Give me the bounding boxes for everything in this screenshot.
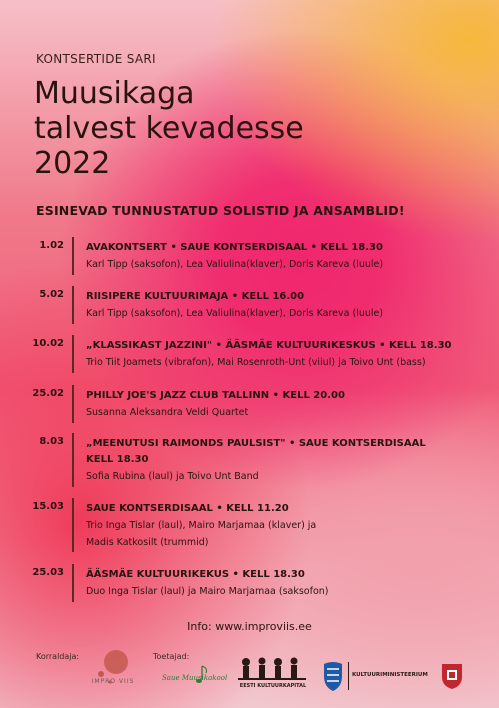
event-date: 25.02: [32, 388, 64, 399]
cultural-endowment-logo: [236, 656, 310, 692]
event-date: 15.03: [32, 501, 64, 512]
event-performers: Duo Inga Tislar (laul) ja Mairo Marjamaa (saksofon): [86, 586, 329, 597]
event-divider: [72, 286, 74, 324]
figures-icon: [236, 656, 310, 682]
event-divider: [72, 564, 74, 602]
saue-music-school-logo: [162, 662, 228, 692]
event-performers: Sofia Rubina (laul) ja Toivo Unt Band: [86, 471, 259, 482]
organizer-label: Korraldaja:: [36, 652, 80, 661]
event-date: 5.02: [39, 289, 64, 300]
event-performers: Karl Tipp (saksofon), Lea Valiulina(klaver), Doris Kareva (luule): [86, 308, 384, 319]
event-title-continued: KELL 18.30: [86, 454, 149, 465]
info-line: Info: www.improviis.ee: [187, 620, 312, 633]
event-date: 8.03: [39, 436, 64, 447]
crest-shield-icon: [441, 662, 463, 690]
event-date: 25.03: [32, 567, 64, 578]
event-date: 10.02: [32, 338, 64, 349]
poster-subtitle: ESINEVAD TUNNUSTATUD SOLISTID JA ANSAMBLID!: [36, 203, 405, 218]
series-kicker: KONTSERTIDE SARI: [36, 52, 156, 66]
event-performers: Trio Inga Tislar (laul), Mairo Marjamaa (klaver) ja: [86, 520, 317, 531]
poster-title: [34, 76, 304, 181]
saue-logo-text: Saue Muusikakool: [162, 674, 228, 682]
event-divider: [72, 335, 74, 373]
title-line: talvest kevadesse: [34, 111, 304, 146]
event-performers: Karl Tipp (saksofon), Lea Valiulina(klaver), Doris Kareva (luule): [86, 259, 384, 270]
supporters-label: Toetajad:: [153, 652, 190, 661]
event-performers: Trio Tiit Joamets (vibrafon), Mai Rosenroth-Unt (viiul) ja Toivo Unt (bass): [86, 357, 426, 368]
improviis-logo-text: IMPRO VIIS: [91, 678, 135, 685]
event-divider: [72, 498, 74, 552]
improviis-logo-mark: [90, 648, 134, 692]
cultural-endowment-text: EESTI KULTUURKAPITAL: [239, 683, 307, 689]
title-line: 2022: [34, 146, 111, 181]
event-divider: [72, 385, 74, 423]
event-divider: [72, 433, 74, 487]
event-title: PHILLY JOE'S JAZZ CLUB TALLINN • KELL 20.00: [86, 390, 345, 401]
event-title: AVAKONTSERT • SAUE KONTSERDISAAL • KELL 18.30: [86, 242, 383, 253]
event-title: ÄÄSMÄE KULTUURIKEKUS • KELL 18.30: [86, 569, 305, 580]
ministry-divider: [348, 662, 349, 690]
ministry-of-culture-logo: [322, 660, 432, 694]
event-title: RIISIPERE KULTUURIMAJA • KELL 16.00: [86, 291, 305, 302]
event-title: SAUE KONTSERDISAAL • KELL 11.20: [86, 503, 289, 514]
improviis-logo: [90, 648, 134, 692]
event-title: „MEENUTUSI RAIMONDS PAULSIST" • SAUE KONTSERDISAAL: [86, 438, 426, 449]
title-line: Muusikaga: [34, 76, 195, 111]
event-date: 1.02: [39, 240, 64, 251]
event-title: „KLASSIKAST JAZZINI" • ÄÄSMÄE KULTUURIKESKUS • KELL 18.30: [86, 340, 452, 351]
parish-crest-icon: [441, 662, 463, 690]
coat-of-arms-icon: [322, 660, 344, 692]
event-performers: Madis Katkosilt (trummid): [86, 537, 209, 548]
event-performers: Susanna Aleksandra Veldi Quartet: [86, 407, 249, 418]
ministry-text: KULTUURIMINISTEERIUM: [352, 672, 428, 678]
event-divider: [72, 237, 74, 275]
